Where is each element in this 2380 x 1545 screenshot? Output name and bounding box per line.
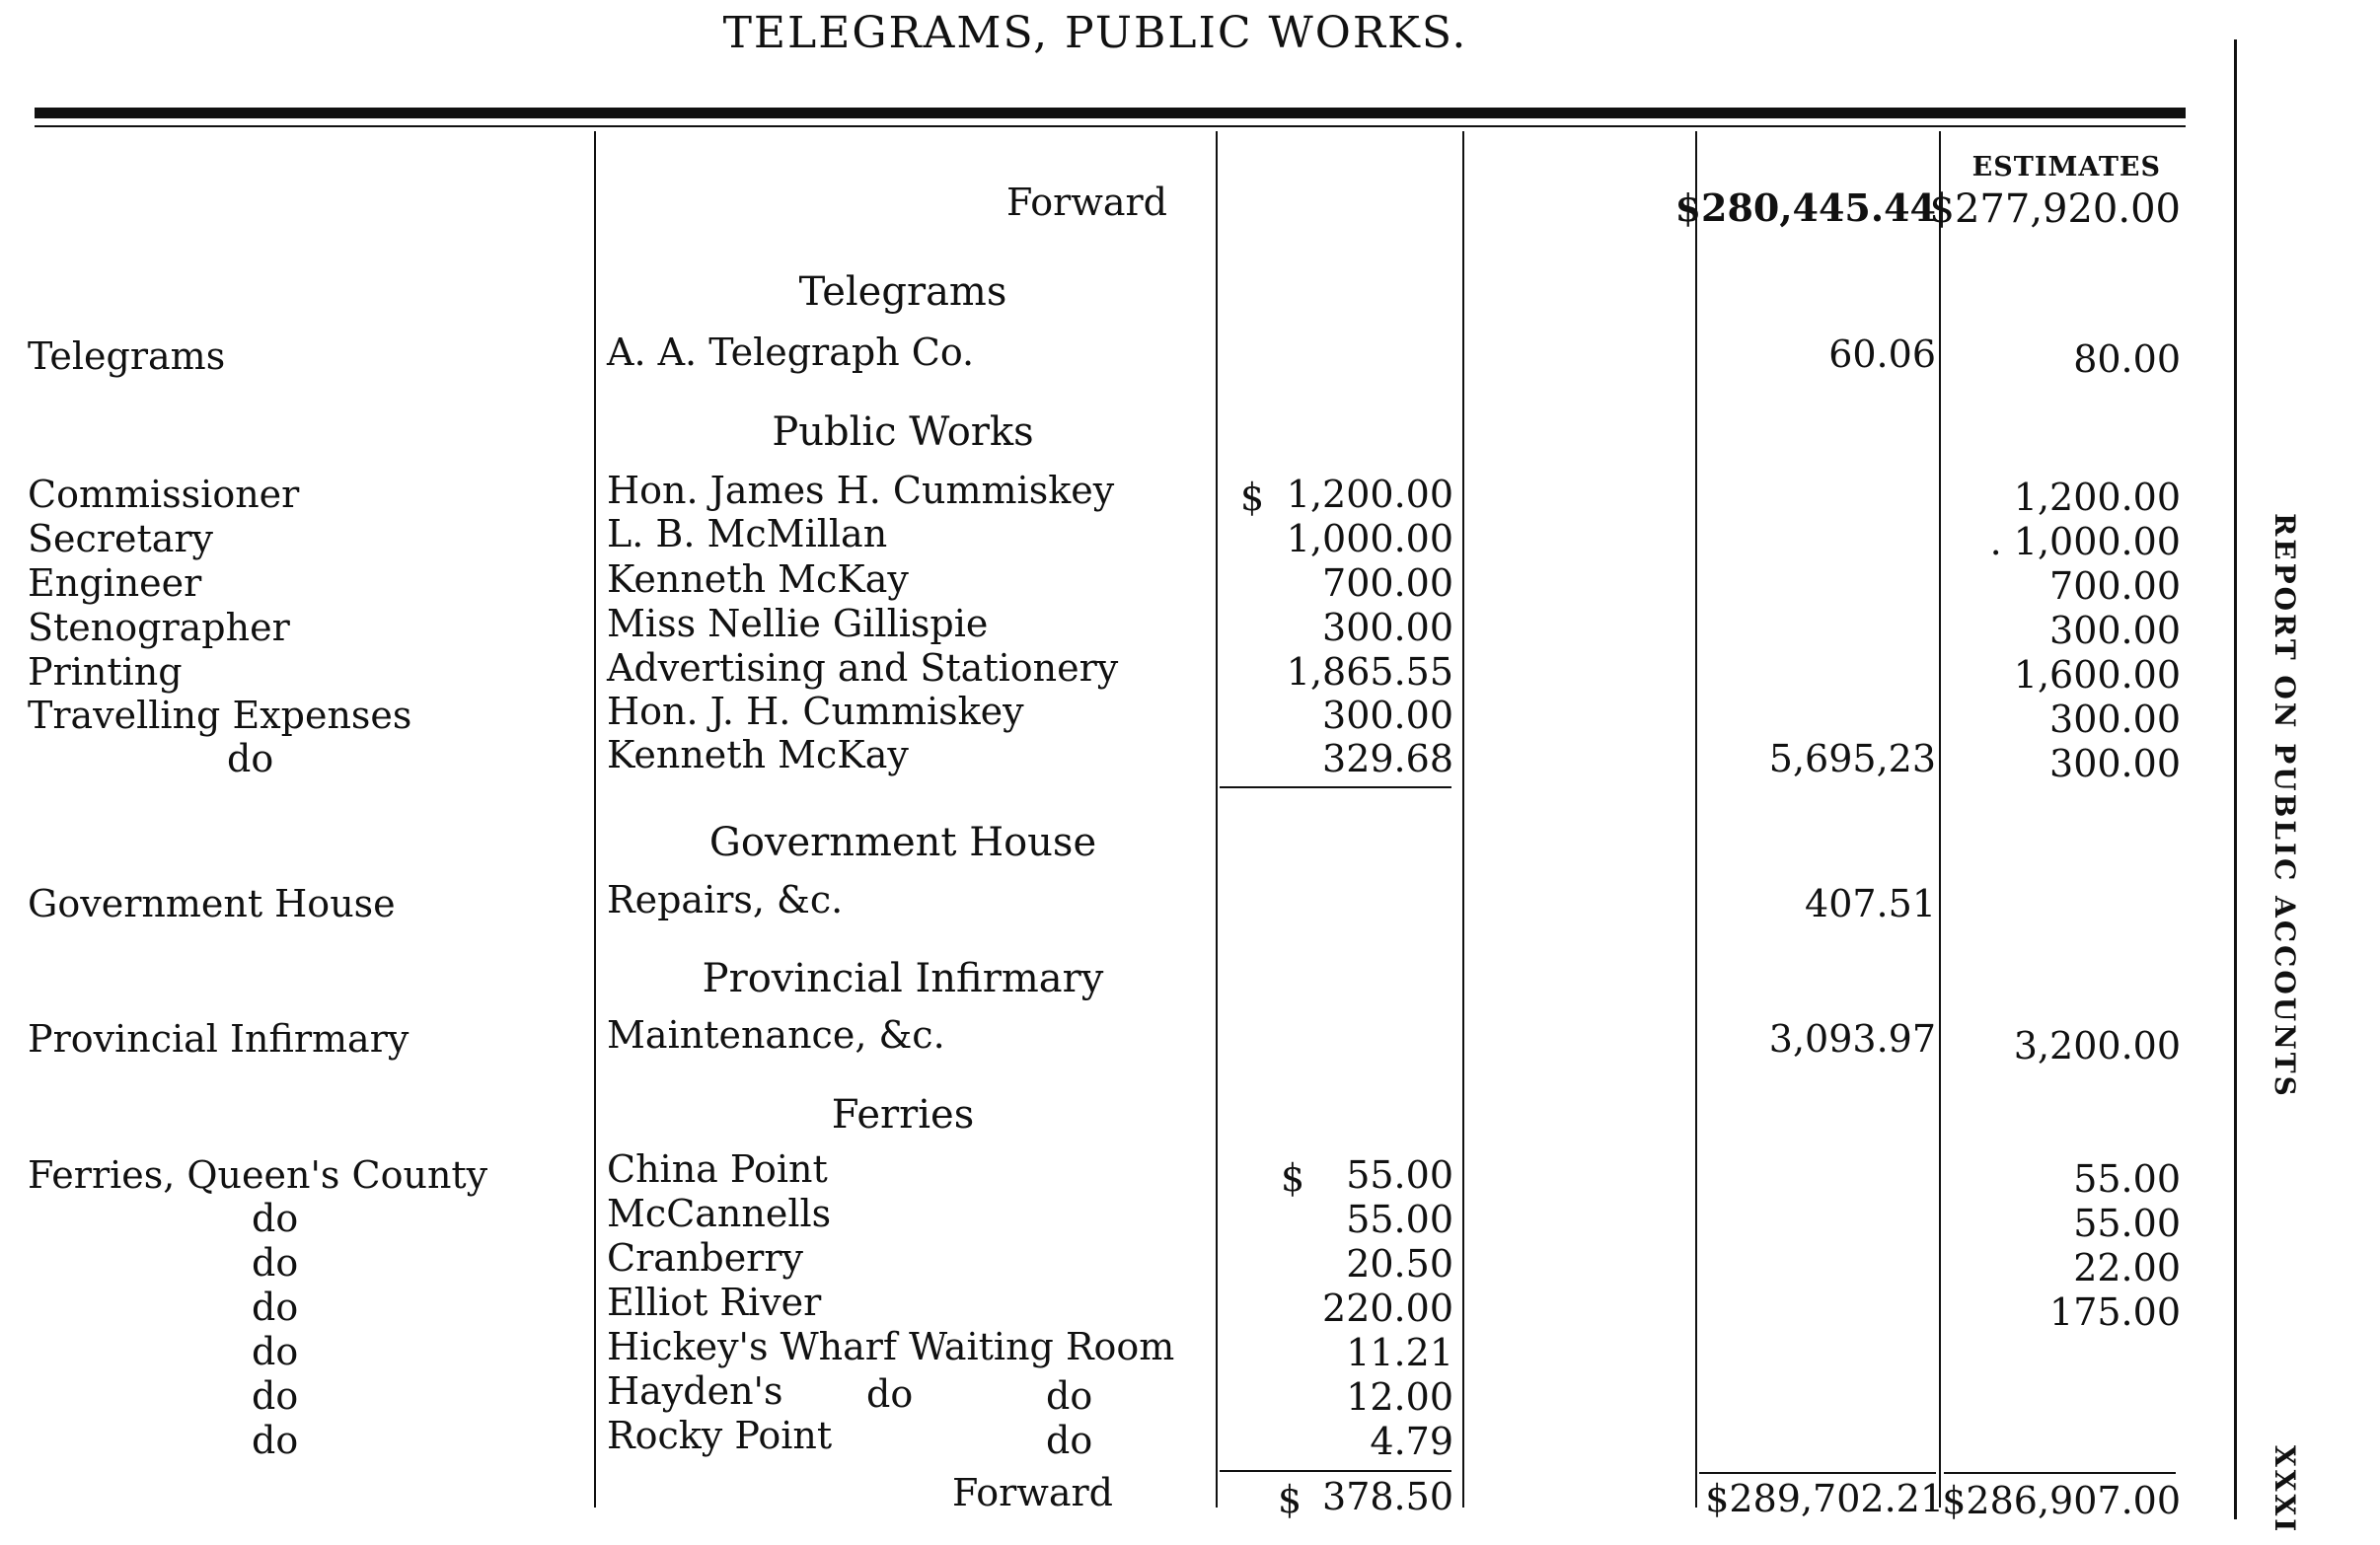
forward-top-total: $280,445.44 — [1674, 185, 1936, 230]
forward-bottom-amount: 378.50 — [1322, 1475, 1453, 1518]
header-rule — [35, 108, 2186, 118]
section-heading-government-house: Government House — [708, 820, 1097, 865]
amount-stenographer: 300.00 — [1322, 606, 1453, 649]
description-rocky-point: Rocky Point — [607, 1414, 833, 1457]
category-telegrams: Telegrams — [28, 334, 226, 378]
subtotal-public-works: 5,695,23 — [1768, 737, 1936, 780]
description-elliot-river: Elliot River — [607, 1281, 822, 1324]
estimate-commissioner: 1,200.00 — [2013, 476, 2181, 519]
description-do: do — [866, 1372, 914, 1416]
category-do: do — [252, 1286, 299, 1329]
category-do: do — [252, 1374, 299, 1418]
subtotal-rule-public-works — [1220, 786, 1451, 788]
forward-rule-estimates — [1944, 1472, 2176, 1474]
estimate-secretary: . 1,000.00 — [1989, 520, 2181, 563]
forward-rule-totals — [1699, 1472, 1936, 1474]
description-do: do — [1046, 1419, 1093, 1462]
estimate-telegrams: 80.00 — [2073, 337, 2181, 381]
estimate-cranberry: 22.00 — [2073, 1246, 2181, 1289]
category-ferries-queens-county: Ferries, Queen's County — [28, 1153, 488, 1197]
category-engineer: Engineer — [28, 561, 202, 605]
column-rule-1 — [594, 131, 596, 1508]
category-secretary: Secretary — [28, 517, 214, 560]
forward-bottom-label: Forward — [952, 1471, 1114, 1514]
column-rule-5 — [1939, 131, 1941, 1508]
estimate-infirmary: 3,200.00 — [2013, 1024, 2181, 1067]
category-printing: Printing — [28, 650, 183, 694]
estimate-travelling-mckay: 300.00 — [2049, 742, 2181, 785]
description-haydens: Hayden's — [607, 1369, 783, 1413]
total-government-house: 407.51 — [1805, 882, 1936, 925]
category-government-house: Government House — [28, 882, 396, 925]
description-do: do — [1046, 1374, 1093, 1418]
description-telegraph-co: A. A. Telegraph Co. — [607, 331, 975, 374]
section-heading-ferries: Ferries — [831, 1092, 975, 1138]
description-printing: Advertising and Stationery — [607, 646, 1119, 690]
amount-travelling-cummiskey: 300.00 — [1322, 694, 1453, 737]
section-heading-telegrams: Telegrams — [798, 269, 1007, 315]
description-hickeys-wharf: Hickey's Wharf Waiting Room — [607, 1325, 1175, 1368]
category-do: do — [252, 1197, 299, 1240]
amount-rocky-point: 4.79 — [1370, 1420, 1453, 1463]
category-commissioner: Commissioner — [28, 473, 300, 516]
estimates-label: ESTIMATES — [1971, 152, 2161, 183]
description-cranberry: Cranberry — [607, 1236, 803, 1280]
forward-bottom-total: $289,702.21 — [1705, 1477, 1944, 1520]
amount-china-point: 55.00 — [1346, 1153, 1453, 1197]
column-rule-4 — [1695, 131, 1697, 1508]
description-engineer: Kenneth McKay — [607, 557, 909, 601]
description-commissioner: Hon. James H. Cummiskey — [607, 469, 1115, 512]
forward-top-label: Forward — [1006, 181, 1168, 224]
amount-hickeys-wharf: 11.21 — [1346, 1331, 1453, 1374]
estimate-travelling-cummiskey: 300.00 — [2049, 698, 2181, 741]
category-do: do — [252, 1419, 299, 1462]
estimate-stenographer: 300.00 — [2049, 609, 2181, 652]
forward-top-estimate: $277,920.00 — [1929, 186, 2181, 232]
category-do: do — [252, 1241, 299, 1285]
amount-haydens: 12.00 — [1346, 1375, 1453, 1419]
forward-bottom-estimate: $286,907.00 — [1942, 1479, 2181, 1522]
estimate-printing: 1,600.00 — [2013, 653, 2181, 697]
amount-secretary: 1,000.00 — [1286, 517, 1453, 560]
description-travelling-cummiskey: Hon. J. H. Cummiskey — [607, 690, 1024, 733]
category-do: do — [252, 1330, 299, 1373]
description-maintenance: Maintenance, &c. — [607, 1013, 945, 1057]
description-travelling-mckay: Kenneth McKay — [607, 733, 909, 776]
estimate-mccannells: 55.00 — [2073, 1202, 2181, 1245]
description-china-point: China Point — [607, 1147, 828, 1191]
forward-rule-amounts — [1220, 1470, 1451, 1472]
total-telegrams: 60.06 — [1828, 332, 1936, 376]
amount-printing: 1,865.55 — [1286, 650, 1453, 694]
section-heading-public-works: Public Works — [772, 409, 1034, 455]
side-label: REPORT ON PUBLIC ACCOUNTS — [2268, 513, 2301, 1099]
category-infirmary: Provincial Infirmary — [28, 1017, 409, 1061]
description-secretary: L. B. McMillan — [607, 512, 888, 555]
page-title: TELEGRAMS, PUBLIC WORKS. — [722, 8, 1468, 58]
amount-cranberry: 20.50 — [1346, 1242, 1453, 1286]
description-stenographer: Miss Nellie Gillispie — [607, 602, 989, 645]
estimate-engineer: 700.00 — [2049, 564, 2181, 608]
amount-commissioner: 1,200.00 — [1286, 473, 1453, 516]
column-rule-2 — [1216, 131, 1218, 1508]
estimate-china-point: 55.00 — [2073, 1157, 2181, 1201]
amount-travelling-mckay: 329.68 — [1322, 737, 1453, 780]
amount-elliot-river: 220.00 — [1322, 1287, 1453, 1330]
description-repairs: Repairs, &c. — [607, 878, 844, 921]
page-number: XXXI — [2268, 1445, 2301, 1535]
header-thin-rule — [35, 125, 2186, 127]
category-travelling-expenses: Travelling Expenses — [28, 694, 412, 737]
amount-engineer: 700.00 — [1322, 561, 1453, 605]
category-stenographer: Stenographer — [28, 606, 290, 649]
section-heading-infirmary: Provincial Infirmary — [702, 956, 1104, 1001]
column-rule-3 — [1462, 131, 1464, 1508]
total-infirmary: 3,093.97 — [1768, 1017, 1936, 1061]
category-do: do — [227, 737, 274, 780]
description-mccannells: McCannells — [607, 1192, 832, 1235]
amount-mccannells: 55.00 — [1346, 1198, 1453, 1241]
dollar-sign-public-works: $ — [1240, 476, 1265, 519]
page-edge-rule — [2234, 39, 2237, 1519]
dollar-sign-ferries: $ — [1281, 1156, 1305, 1200]
estimate-elliot-river: 175.00 — [2049, 1290, 2181, 1334]
dollar-sign-forward: $ — [1278, 1478, 1302, 1521]
